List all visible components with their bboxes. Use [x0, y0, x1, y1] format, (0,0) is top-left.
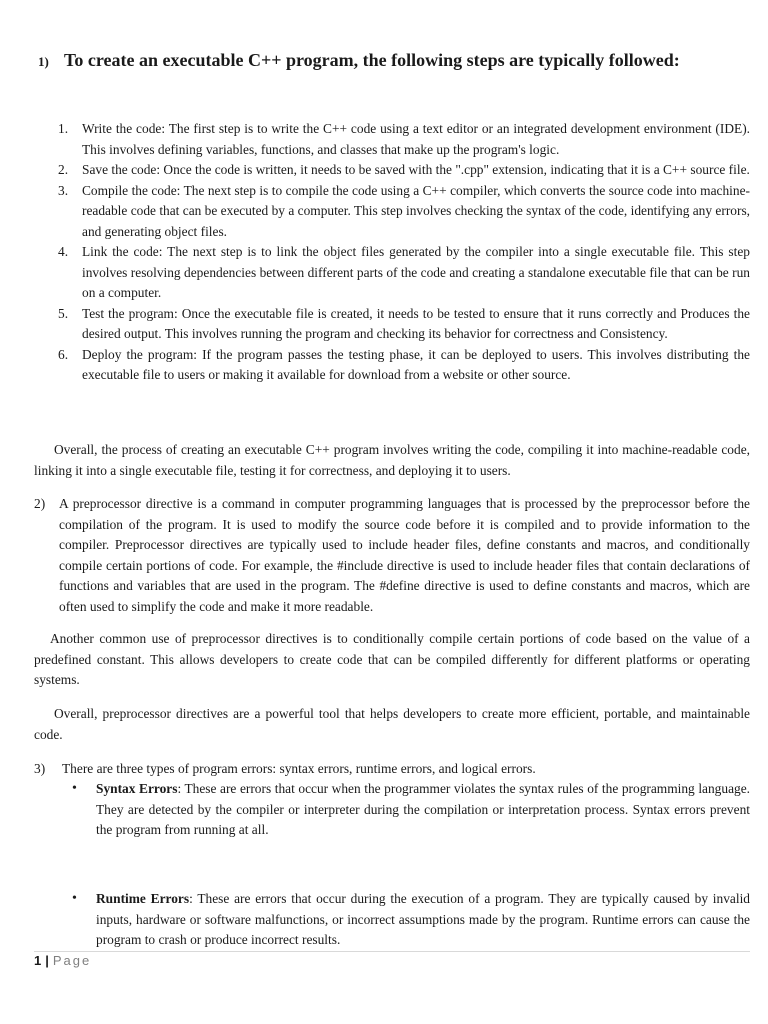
question-1-title: To create an executable C++ program, the following steps are typically followed:: [64, 50, 680, 70]
question-2-summary: Overall, preprocessor directives are a powerful tool that helps developers to create more efficient, portable, and maintainable code.: [34, 706, 750, 742]
bullet-icon: •: [72, 781, 77, 796]
question-2-answer: [34, 494, 750, 617]
step-text: Link the code: The next step is to link the object files generated by the compiler into a single executable file. This step involves resolving dependencies between different parts of the code and creating a standalone executable file that can be run on a computer.: [82, 244, 750, 300]
page-footer: [34, 953, 91, 968]
syntax-errors-text: : These are errors that occur when the programmer violates the syntax rules of the programming language. They are detected by the compiler or interpreter during the compilation or interpretation process. Syntax errors prevent the program from running at all.: [96, 781, 750, 837]
step-number: 5.: [58, 305, 69, 321]
question-2-number: 2): [34, 496, 46, 511]
list-item: [58, 160, 750, 181]
list-item: [58, 345, 750, 386]
bullet-icon: •: [72, 891, 77, 906]
list-item: [70, 779, 750, 841]
list-item: [58, 242, 750, 304]
step-text: Write the code: The first step is to write the C++ code using a text editor or an integrated development environment (IDE). This involves defining variables, functions, and classes that make up the program's logic.: [82, 121, 750, 157]
question-3-intro-text: There are three types of program errors: syntax errors, runtime errors, and logical errors.: [62, 761, 536, 776]
list-item: [58, 304, 750, 345]
build-steps-list: [58, 119, 750, 386]
step-number: 1.: [58, 121, 69, 136]
question-1-heading: [38, 50, 758, 71]
step-text: Test the program: Once the executable file is created, it needs to be tested to ensure that it runs correctly and Produces the desired output. This involves running the program and checking its behavior for correctness and Consistency.: [82, 305, 750, 341]
footer-separator: |: [45, 953, 49, 968]
step-number: 2.: [58, 162, 69, 177]
footer-divider: [34, 951, 750, 952]
question-2-paragraph-2: Another common use of preprocessor directives is to conditionally compile certain portions of code based on the value of a predefined constant. This allows developers to create code that can be compiled differently for different platforms or operating systems.: [34, 631, 750, 687]
step-text: Compile the code: The next step is to compile the code using a C++ compiler, which converts the source code into machine-readable code that can be executed by a computer. This step involves checking the syntax of the code, identifying any errors, and generating object files.: [82, 182, 750, 239]
list-item: [70, 889, 750, 951]
question-1-summary: Overall, the process of creating an executable C++ program involves writing the code, compiling it into machine-readable code, linking it into a single executable file, testing it for correctness, and deploying it to users.: [34, 442, 750, 478]
runtime-errors-text: : These are errors that occur during the execution of a program. They are typically caused by invalid inputs, hardware or software malfunctions, or incorrect assumptions made by the program. Runtime errors can cause the program to crash or produce incorrect results.: [96, 891, 750, 947]
step-number: 4.: [58, 244, 69, 259]
step-text: Deploy the program: If the program passes the testing phase, it can be deployed to users. This involves distributing the executable file to users or making it available for download from a website or other source.: [82, 346, 750, 382]
question-2-text: A preprocessor directive is a command in computer programming languages that is processed by the preprocessor before the compilation of the program. It is used to modify the source code before it is compiled and to provide information to the compiler. Preprocessor directives are typically used to include header files, define constants and macros, and conditionally compile certain portions of code. For example, the #include directive is used to include header files that contain declarations of functions and variables that are used in the program. The #define directive is used to define constants and macros, which are often used to simplify the code and make it more readable.: [59, 496, 750, 614]
syntax-errors-term: Syntax Errors: [96, 781, 178, 796]
list-item: [58, 119, 750, 160]
step-number: 3.: [58, 182, 69, 198]
question-1-number: 1): [38, 54, 49, 69]
question-3-number: 3): [34, 761, 46, 776]
step-number: 6.: [58, 346, 69, 362]
runtime-errors-list: [70, 889, 750, 951]
step-text: Save the code: Once the code is written, it needs to be saved with the ".cpp" extension, indicating that it is a C++ source file.: [82, 162, 750, 177]
runtime-errors-term: Runtime Errors: [96, 891, 190, 906]
question-3-intro: [34, 759, 750, 780]
page-label: Page: [52, 953, 92, 968]
list-item: [58, 181, 750, 243]
syntax-errors-list: [70, 779, 750, 841]
page-number: 1: [34, 953, 42, 968]
